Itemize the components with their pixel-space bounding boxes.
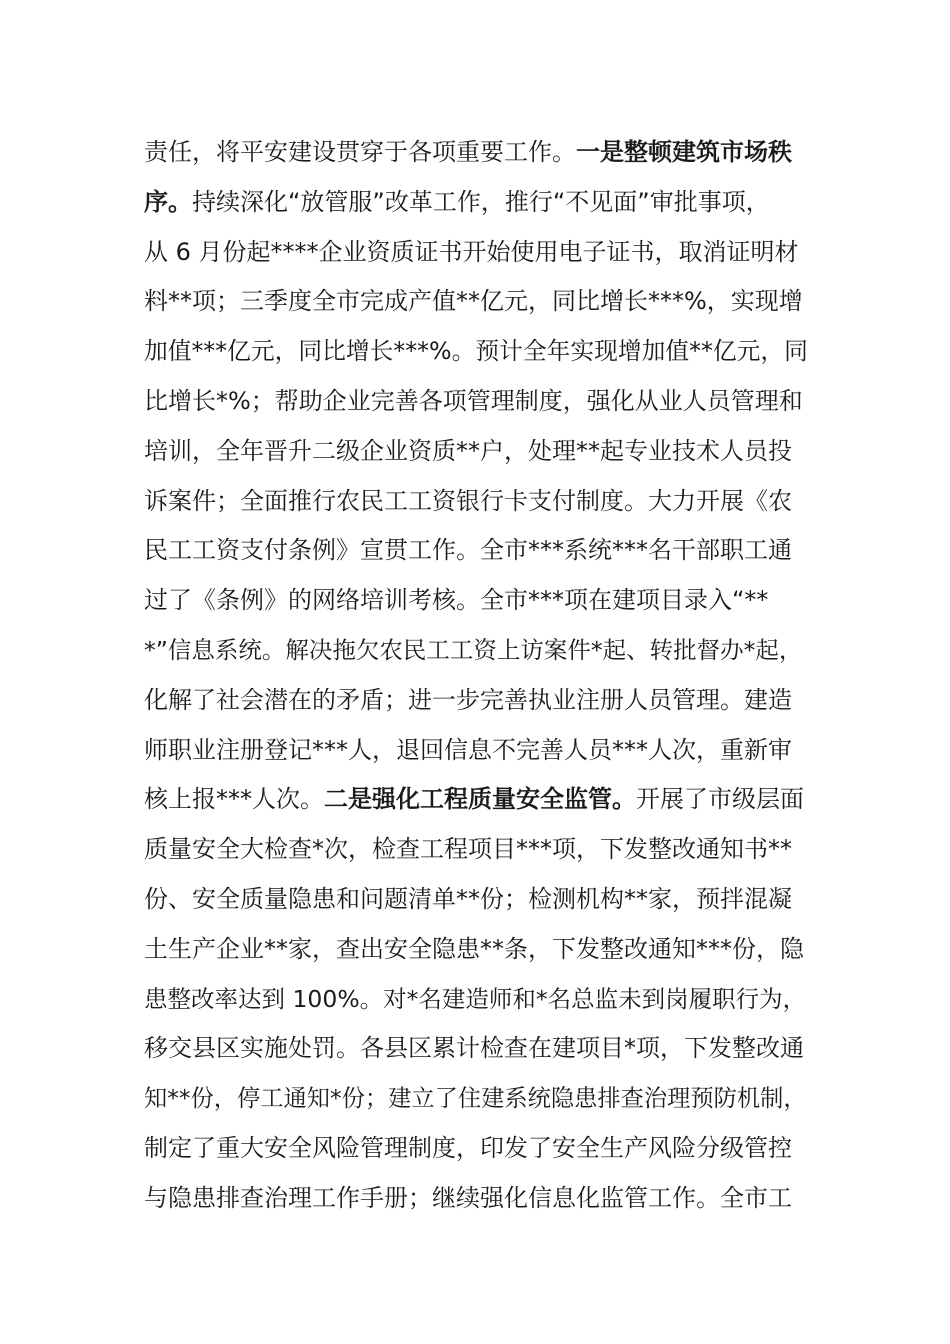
text-line xyxy=(144,626,808,676)
text-line xyxy=(144,676,808,726)
body-text-segment: 开展了市级层面 xyxy=(636,785,804,814)
body-text-segment: 患整改率达到 100%。对*名建造师和*名总监未到岗履职行为， xyxy=(144,984,807,1013)
text-line xyxy=(144,1124,808,1174)
text-line xyxy=(144,1074,808,1124)
body-text-segment: 知**份，停工通知*份；建立了住建系统隐患排查治理预防机制， xyxy=(144,1085,807,1113)
text-line xyxy=(144,128,808,178)
body-text-segment: 移交县区实施处罚。各县区累计检查在建项目*项，下发整改通 xyxy=(144,1034,804,1063)
body-text-segment: 比增长*%；帮助企业完善各项管理制度，强化从业人员管理和 xyxy=(144,386,803,415)
bold-heading-text: 序。 xyxy=(144,187,192,216)
body-text-segment: 持续深化“放管服”改革工作，推行“不见面”审批事项， xyxy=(192,187,770,216)
text-line xyxy=(144,576,808,626)
body-text-segment: 从 6 月份起****企业资质证书开始使用电子证书，取消证明材 xyxy=(144,237,799,266)
body-text-segment: 诉案件；全面推行农民工工资银行卡支付制度。大力开展《农 xyxy=(144,486,792,515)
bold-heading-text: 一是整顿建筑市场秩 xyxy=(576,138,792,166)
body-text-segment: 加值***亿元，同比增长***%。预计全年实现增加值**亿元，同 xyxy=(144,337,808,366)
text-line xyxy=(144,825,808,875)
body-text-segment: 过了《条例》的网络培训考核。全市***项在建项目录入“** xyxy=(144,586,769,615)
text-line xyxy=(144,477,808,527)
text-line xyxy=(144,377,808,427)
text-line xyxy=(144,1024,808,1074)
body-text-segment: 制定了重大安全风险管理制度，印发了安全生产风险分级管控 xyxy=(144,1133,792,1162)
body-text-segment: 培训，全年晋升二级企业资质**户，处理**起专业技术人员投 xyxy=(144,436,792,465)
body-text-segment: 土生产企业**家，查出安全隐患**条，下发整改通知***份，隐 xyxy=(144,934,804,963)
text-line xyxy=(144,875,808,925)
body-text-segment: 师职业注册登记***人，退回信息不完善人员***人次，重新审 xyxy=(144,735,792,764)
bold-heading-text: 二是强化工程质量安全监管。 xyxy=(324,785,636,814)
text-line xyxy=(144,726,808,776)
text-line xyxy=(144,277,808,327)
text-line xyxy=(144,228,808,278)
text-line xyxy=(144,975,808,1025)
text-line xyxy=(144,327,808,377)
body-text xyxy=(144,128,808,1224)
body-text-segment: *”信息系统。解决拖欠农民工工资上访案件*起、转批督办*起， xyxy=(144,635,803,664)
body-text-segment: 核上报***人次。 xyxy=(144,785,324,814)
text-line xyxy=(144,925,808,975)
body-text-segment: 化解了社会潜在的矛盾；进一步完善执业注册人员管理。建造 xyxy=(144,685,792,714)
text-line xyxy=(144,775,808,825)
text-line xyxy=(144,427,808,477)
text-line xyxy=(144,526,808,576)
body-text-segment: 与隐患排查治理工作手册；继续强化信息化监管工作。全市工 xyxy=(144,1183,792,1212)
text-line xyxy=(144,178,808,228)
text-line xyxy=(144,1174,808,1224)
body-text-segment: 料**项；三季度全市完成产值**亿元，同比增长***%，实现增 xyxy=(144,287,803,316)
body-text-segment: 质量安全大检查*次，检查工程项目***项，下发整改通知书** xyxy=(144,835,792,864)
body-text-segment: 责任，将平安建设贯穿于各项重要工作。 xyxy=(144,138,576,166)
body-text-segment: 份、安全质量隐患和问题清单**份；检测机构**家，预拌混凝 xyxy=(144,884,792,913)
body-text-segment: 民工工资支付条例》宣贯工作。全市***系统***名干部职工通 xyxy=(144,536,792,565)
